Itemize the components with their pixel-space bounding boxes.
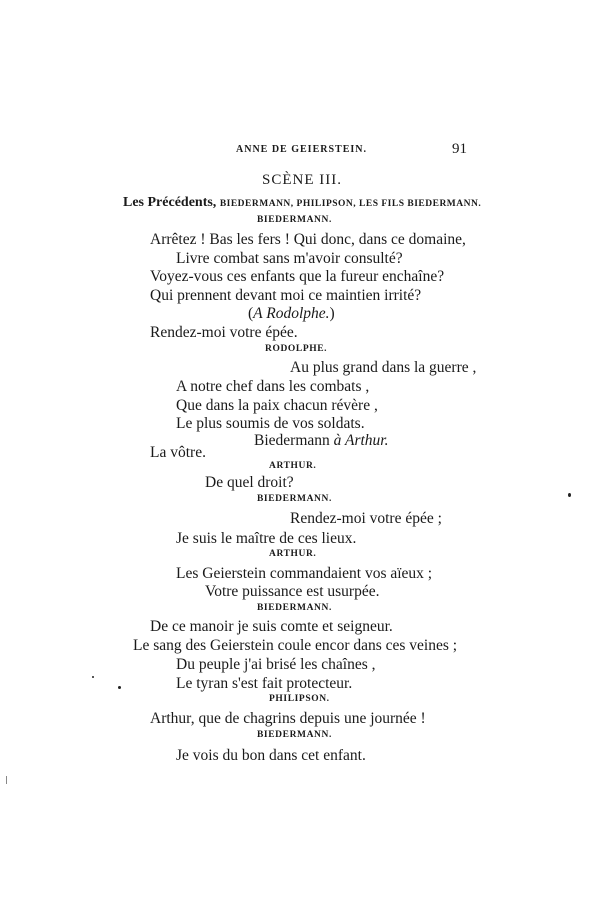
verse-line: De ce manoir je suis comte et seigneur. <box>150 618 393 635</box>
verse-line: Le sang des Geierstein coule encor dans ces veines ; <box>133 637 458 654</box>
speaker-name: BIEDERMANN. <box>257 730 332 740</box>
speaker-name: BIEDERMANN. <box>257 603 332 613</box>
paren-close: ) <box>329 305 335 322</box>
cast-names: BIEDERMANN, PHILIPSON, LES FILS BIEDERMANN. <box>219 199 482 209</box>
scan-speck <box>92 676 94 678</box>
verse-line: La vôtre. <box>150 444 206 461</box>
verse-line: Je suis le maître de ces lieux. <box>176 530 357 547</box>
verse-line: Je vois du bon dans cet enfant. <box>176 747 366 764</box>
speaker-name: BIEDERMANN. <box>257 215 332 225</box>
verse-line: Du peuple j'ai brisé les chaînes , <box>176 656 376 673</box>
verse-line: Les Geierstein commandaient vos aïeux ; <box>176 565 433 582</box>
stage-direction <box>254 433 388 449</box>
paren-open: ( <box>248 305 254 322</box>
verse-line: Au plus grand dans la guerre , <box>290 359 477 376</box>
scene-title: SCÈNE III. <box>262 172 342 188</box>
cast-lead: Les Précédents, <box>123 195 217 210</box>
verse-line: Que dans la paix chacun révère , <box>176 397 378 414</box>
page-number: 91 <box>452 141 467 157</box>
verse-line: De quel droit? <box>205 474 294 491</box>
speaker-name: ARTHUR. <box>269 461 317 471</box>
scan-speck <box>568 493 571 497</box>
verse-line: Le tyran s'est fait protecteur. <box>176 675 353 692</box>
stage-direction-italic: à Arthur. <box>333 432 389 449</box>
verse-line: Voyez-vous ces enfants que la fureur enchaîne? <box>150 268 445 285</box>
cast-list <box>123 196 481 210</box>
verse-line: A notre chef dans les combats , <box>176 378 370 395</box>
speaker-name: PHILIPSON. <box>269 694 330 704</box>
scan-speck <box>6 776 7 784</box>
speaker-name: ARTHUR. <box>269 549 317 559</box>
running-title: ANNE DE GEIERSTEIN. <box>236 144 367 155</box>
verse-line: Livre combat sans m'avoir consulté? <box>176 250 403 267</box>
verse-line: Le plus soumis de vos soldats. <box>176 415 365 432</box>
scan-speck <box>118 686 121 689</box>
verse-line: Qui prennent devant moi ce maintien irrité? <box>150 287 422 304</box>
verse-line: Rendez-moi votre épée. <box>150 324 298 341</box>
speaker-name: BIEDERMANN. <box>257 494 332 504</box>
verse-line: Votre puissance est usurpée. <box>205 583 380 600</box>
verse-line: Arthur, que de chagrins depuis une journée ! <box>150 710 426 727</box>
verse-line: Rendez-moi votre épée ; <box>290 510 442 527</box>
stage-direction <box>248 306 335 322</box>
verse-line: Arrêtez ! Bas les fers ! Qui donc, dans ce domaine, <box>150 231 466 248</box>
stage-direction-italic: A Rodolphe. <box>253 305 330 322</box>
stage-direction-name: Biedermann <box>254 432 330 449</box>
speaker-name: RODOLPHE. <box>265 344 328 354</box>
